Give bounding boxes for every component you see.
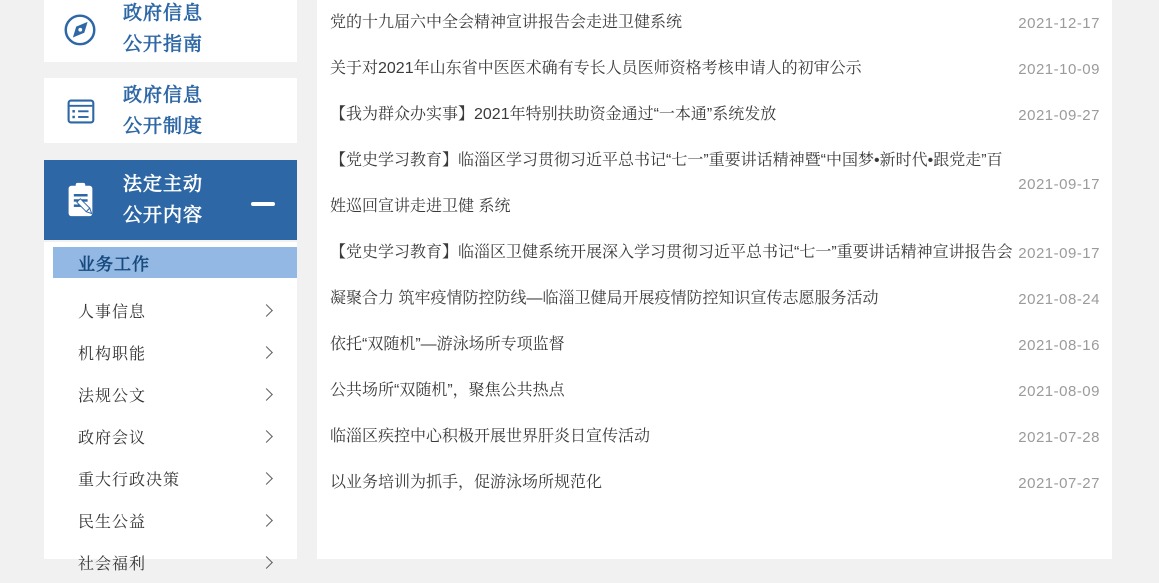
news-date: 2021-08-09: [1018, 382, 1100, 400]
document-list-icon: [61, 87, 99, 135]
news-row[interactable]: [317, 414, 1112, 460]
compass-icon: [61, 5, 99, 53]
sidebar-menu-item-label: 政府会议: [78, 429, 147, 447]
news-row[interactable]: [317, 0, 1112, 46]
news-row[interactable]: [317, 322, 1112, 368]
sidebar-menu-item-label: 法规公文: [78, 387, 147, 405]
sidebar-card-info-rules[interactable]: [44, 78, 297, 143]
sidebar-card-label: 法定主动 公开内容: [123, 174, 204, 226]
news-row[interactable]: [317, 92, 1112, 138]
sidebar-card-info-guide[interactable]: [44, 0, 297, 62]
sidebar-menu-list: [44, 289, 297, 583]
news-date: 2021-07-28: [1018, 428, 1100, 446]
news-row[interactable]: [317, 460, 1112, 506]
news-row[interactable]: [317, 368, 1112, 414]
news-row[interactable]: [317, 230, 1112, 276]
chevron-right-icon: [260, 514, 273, 527]
news-title-link[interactable]: 【我为群众办实事】2021年特别扶助资金通过“一本通”系统发放: [330, 106, 777, 123]
sidebar-menu-item-label: 人事信息: [78, 303, 147, 321]
sidebar-menu-item-label: 民生公益: [78, 513, 147, 531]
news-title-link[interactable]: 党的十九届六中全会精神宣讲报告会走进卫健系统: [330, 14, 683, 31]
news-date: 2021-08-24: [1018, 290, 1100, 308]
news-date: 2021-10-09: [1018, 60, 1100, 78]
chevron-right-icon: [260, 472, 273, 485]
news-date: 2021-12-17: [1018, 14, 1100, 32]
news-title-link[interactable]: 关于对2021年山东省中医医术确有专长人员医师资格考核申请人的初审公示: [330, 60, 862, 77]
news-list: [317, 0, 1112, 506]
chevron-right-icon: [260, 556, 273, 569]
news-title-link[interactable]: 以业务培训为抓手，促游泳场所规范化: [330, 474, 603, 491]
chevron-right-icon: [260, 430, 273, 443]
sidebar-menu-item[interactable]: [44, 289, 297, 331]
news-date: 2021-09-27: [1018, 106, 1100, 124]
sidebar: [44, 0, 297, 573]
news-date: 2021-07-27: [1018, 474, 1100, 492]
news-title-link[interactable]: 依托“双随机”—游泳场所专项监督: [330, 336, 565, 353]
news-date: 2021-09-17: [1018, 175, 1100, 193]
chevron-right-icon: [260, 346, 273, 359]
sidebar-item-business-work-active[interactable]: 业务工作: [53, 247, 297, 278]
chevron-right-icon: [260, 388, 273, 401]
sidebar-menu-item[interactable]: [44, 457, 297, 499]
sidebar-card-mandatory-disclosure[interactable]: [44, 160, 297, 240]
sidebar-menu-item[interactable]: [44, 331, 297, 373]
sidebar-menu-item[interactable]: [44, 373, 297, 415]
news-row[interactable]: [317, 46, 1112, 92]
sidebar-menu-item-label: 重大行政决策: [78, 471, 181, 489]
sidebar-submenu: [44, 242, 297, 573]
sidebar-menu-item[interactable]: [44, 541, 297, 583]
sidebar-card-label: 政府信息 公开制度: [123, 84, 204, 137]
sidebar-menu-item[interactable]: [44, 499, 297, 541]
news-row[interactable]: [317, 276, 1112, 322]
news-title-link[interactable]: 临淄区疾控中心积极开展世界肝炎日宣传活动: [330, 428, 651, 445]
news-row[interactable]: [317, 138, 1112, 230]
news-title-link[interactable]: 公共场所“双随机”，聚焦公共热点: [330, 382, 565, 399]
sidebar-menu-item[interactable]: [44, 415, 297, 457]
news-title-link[interactable]: 【党史学习教育】临淄区卫健系统开展深入学习贯彻习近平总书记“七一”重要讲话精神宣讲报告会: [330, 244, 1013, 261]
sidebar-card-label: 政府信息 公开指南: [123, 3, 204, 55]
news-title-link[interactable]: 凝聚合力 筑牢疫情防控防线—临淄卫健局开展疫情防控知识宣传志愿服务活动: [330, 290, 879, 307]
news-date: 2021-08-16: [1018, 336, 1100, 354]
clipboard-pen-icon: [61, 176, 99, 224]
sidebar-menu-item-label: 机构职能: [78, 345, 147, 363]
chevron-right-icon: [260, 304, 273, 317]
news-list-panel: [317, 0, 1112, 559]
news-date: 2021-09-17: [1018, 244, 1100, 262]
news-title-link[interactable]: 【党史学习教育】临淄区学习贯彻习近平总书记“七一”重要讲话精神暨“中国梦•新时代•跟党走”百姓巡回宣讲走进卫健 系统: [330, 152, 1003, 215]
sidebar-menu-item-label: 社会福利: [78, 555, 147, 573]
collapse-minus-icon[interactable]: [251, 202, 275, 206]
